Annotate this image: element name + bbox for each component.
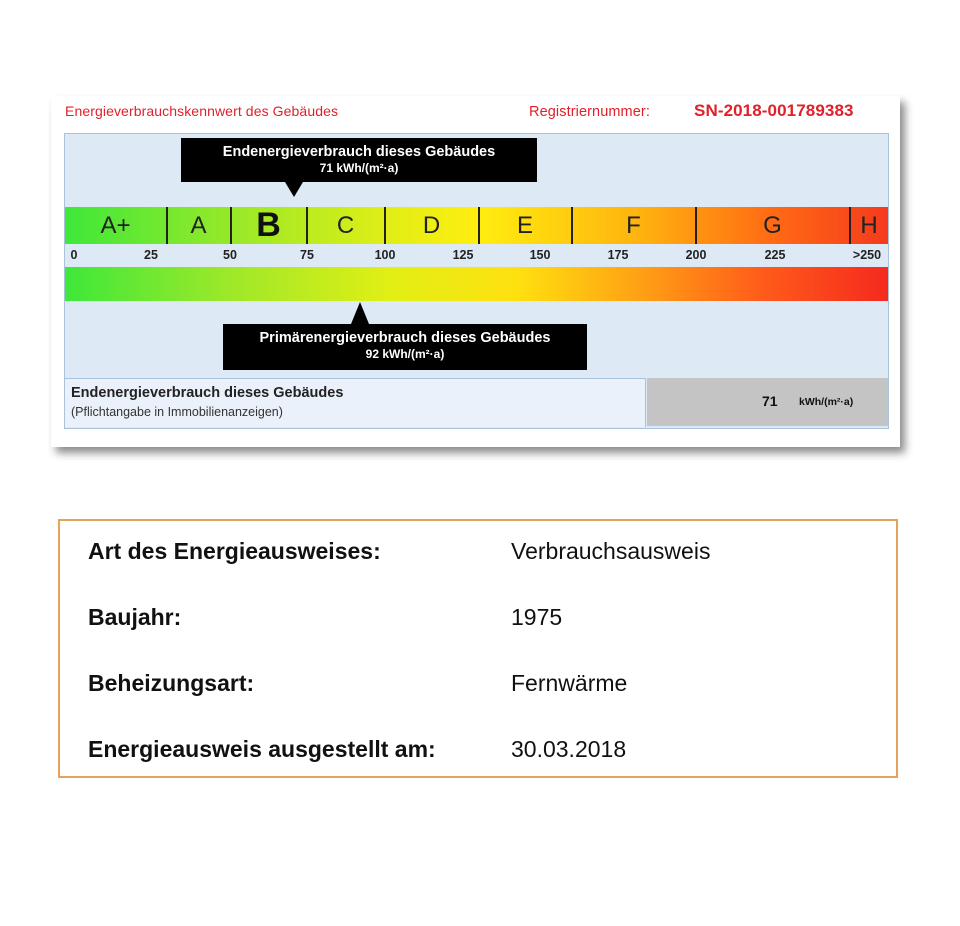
- scale-tick: 100: [374, 248, 396, 262]
- energy-class-label: A+: [100, 212, 131, 239]
- scale-tick: >250: [852, 248, 882, 262]
- energy-class-label: G: [763, 212, 782, 239]
- energy-class-label-selected: B: [256, 206, 281, 244]
- energy-class-bar: [65, 207, 888, 244]
- info-box-unit: kWh/(m²·a): [799, 396, 854, 408]
- energy-certificate: [51, 96, 900, 447]
- energy-class-label: H: [860, 212, 878, 239]
- end-energy-value-box: [647, 378, 888, 426]
- detail-value: 1975: [511, 604, 563, 630]
- end-energy-callout-title: Endenergieverbrauch dieses Gebäudes: [222, 144, 496, 160]
- detail-value: Verbrauchsausweis: [511, 538, 711, 564]
- scale-tick: 150: [529, 248, 551, 262]
- scale-tick: 225: [764, 248, 786, 262]
- energy-scale-panel: [64, 133, 889, 429]
- energy-class-label: F: [626, 212, 641, 239]
- detail-label: Art des Energieausweises:: [88, 538, 381, 564]
- primary-energy-pointer-icon: [351, 302, 369, 324]
- detail-value: 30.03.2018: [511, 736, 627, 762]
- detail-value: Fernwärme: [511, 670, 628, 696]
- certificate-details-table: [58, 519, 898, 778]
- primary-energy-callout: [223, 324, 587, 370]
- energy-class-label: C: [336, 212, 355, 239]
- energy-class-label: D: [422, 212, 441, 239]
- detail-label: Baujahr:: [88, 604, 182, 630]
- info-box-title: Endenergieverbrauch dieses Gebäudes: [71, 385, 344, 401]
- end-energy-callout-value: 71 kWh/(m²·a): [319, 161, 399, 175]
- energy-class-label: E: [516, 212, 533, 239]
- detail-label: Energieausweis ausgestellt am:: [88, 736, 436, 762]
- primary-energy-callout-value: 92 kWh/(m²·a): [365, 347, 445, 361]
- scale-tick: 75: [300, 248, 314, 262]
- end-energy-callout: [181, 138, 537, 182]
- energy-gradient-bar: [65, 267, 888, 301]
- scale-tick: 0: [70, 248, 78, 262]
- energy-class-label: A: [190, 212, 207, 239]
- scale-tick: 25: [144, 248, 158, 262]
- scale-tick: 175: [607, 248, 629, 262]
- registration-number: SN-2018-001789383: [694, 101, 854, 120]
- info-box-value: 71: [762, 393, 778, 409]
- end-energy-pointer-icon: [285, 182, 303, 197]
- info-box-subtitle: (Pflichtangabe in Immobilienanzeigen): [71, 405, 283, 419]
- registration-label: Registriernummer:: [529, 104, 650, 120]
- scale-tick: 50: [223, 248, 237, 262]
- detail-label: Beheizungsart:: [88, 670, 255, 696]
- scale-tick: 125: [452, 248, 474, 262]
- certificate-title: Energieverbrauchskennwert des Gebäudes: [65, 103, 339, 119]
- primary-energy-callout-title: Primärenergieverbrauch dieses Gebäudes: [259, 330, 551, 346]
- scale-tick: 200: [685, 248, 707, 262]
- end-energy-info-box: [65, 378, 646, 427]
